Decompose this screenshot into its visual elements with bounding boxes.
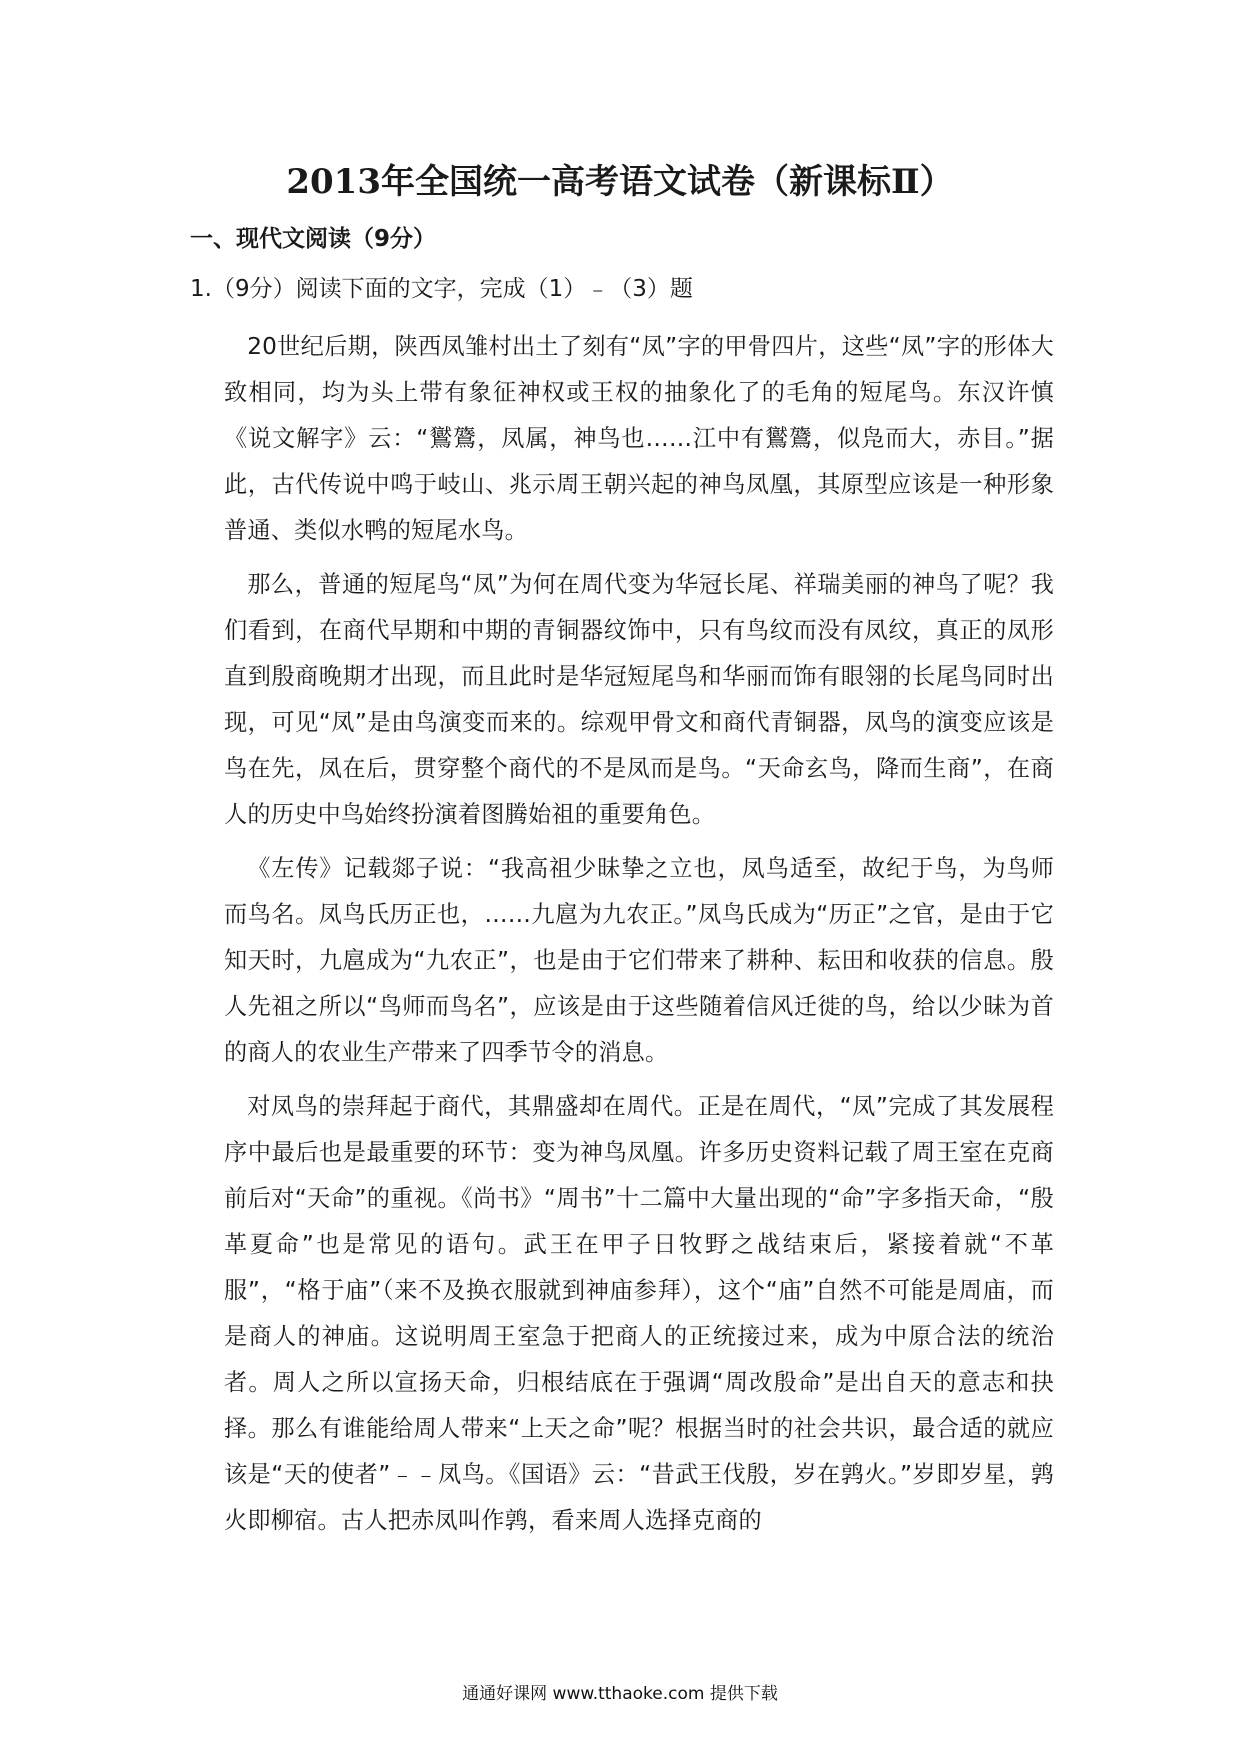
page-title: 2013年全国统一高考语文试卷（新课标Ⅱ） <box>286 162 954 202</box>
passage-paragraph-2: 那么，普通的短尾鸟“凤”为何在周代变为华冠长尾、祥瑞美丽的神鸟了呢？我们看到，在商代早期和中期的青铜器纹饰中，只有鸟纹而没有凤纹，真正的凤形直到殷商晚期才出现，而且此时是华冠短尾鸟和华丽而饰有眼翎的长尾鸟同时出现，可见“凤”是由鸟演变而来的。综观甲骨文和商代青铜器，凤鸟的演变应该是鸟在先，凤在后，贯穿整个商代的不是凤而是鸟。“天命玄鸟，降而生商”，在商人的历史中鸟始终扮演着图腾始祖的重要角色。 <box>224 571 1054 828</box>
reading-passage <box>224 324 1054 1552</box>
passage-paragraph-4: 对凤鸟的崇拜起于商代，其鼎盛却在周代。正是在周代，“凤”完成了其发展程序中最后也是最重要的环节：变为神鸟凤凰。许多历史资料记载了周王室在克商前后对“天命”的重视。《尚书》“周书”十二篇中大量出现的“命”字多指天命，“殷革夏命”也是常见的语句。武王在甲子日牧野之战结束后，紧接着就“不革服”，“格于庙”（来不及换衣服就到神庙参拜），这个“庙”自然不可能是周庙，而是商人的神庙。这说明周王室急于把商人的正统接过来，成为中原合法的统治者。周人之所以宣扬天命，归根结底在于强调“周改殷命”是出自天的意志和抉择。那么有谁能给周人带来“上天之命”呢？根据当时的社会共识，最合适的就应该是“天的使者”﹣﹣凤鸟。《国语》云：“昔武王伐殷，岁在鹑火。”岁即岁星，鹑火即柳宿。古人把赤凤叫作鹑，看来周人选择克商的 <box>224 1093 1054 1534</box>
page-footer: 通通好课网 www.tthaoke.com 提供下载 <box>462 1684 778 1704</box>
passage-paragraph-1: 20世纪后期，陕西凤雏村出土了刻有“凤”字的甲骨四片，这些“凤”字的形体大致相同，均为头上带有象征神权或王权的抽象化了的毛角的短尾鸟。东汉许慎《说文解字》云：“鸑鷟，凤属，神鸟也……江中有鸑鷟，似凫而大，赤目。”据此，古代传说中鸣于岐山、兆示周王朝兴起的神鸟凤凰，其原型应该是一种形象普通、类似水鸭的短尾水鸟。 <box>224 333 1054 544</box>
section-heading: 一、现代文阅读（9分） <box>190 226 437 252</box>
passage-paragraph-3: 《左传》记载郯子说：“我高祖少昧挚之立也，凤鸟适至，故纪于鸟，为鸟师而鸟名。凤鸟氏历正也，……九扈为九农正。”凤鸟氏成为“历正”之官，是由于它知天时，九扈成为“九农正”，也是由于它们带来了耕种、耘田和收获的信息。殷人先祖之所以“鸟师而鸟名”，应该是由于这些随着信风迁徙的鸟，给以少昧为首的商人的农业生产带来了四季节令的消息。 <box>224 855 1054 1066</box>
question-intro: 1.（9分）阅读下面的文字，完成（1）﹣（3）题 <box>190 276 693 302</box>
